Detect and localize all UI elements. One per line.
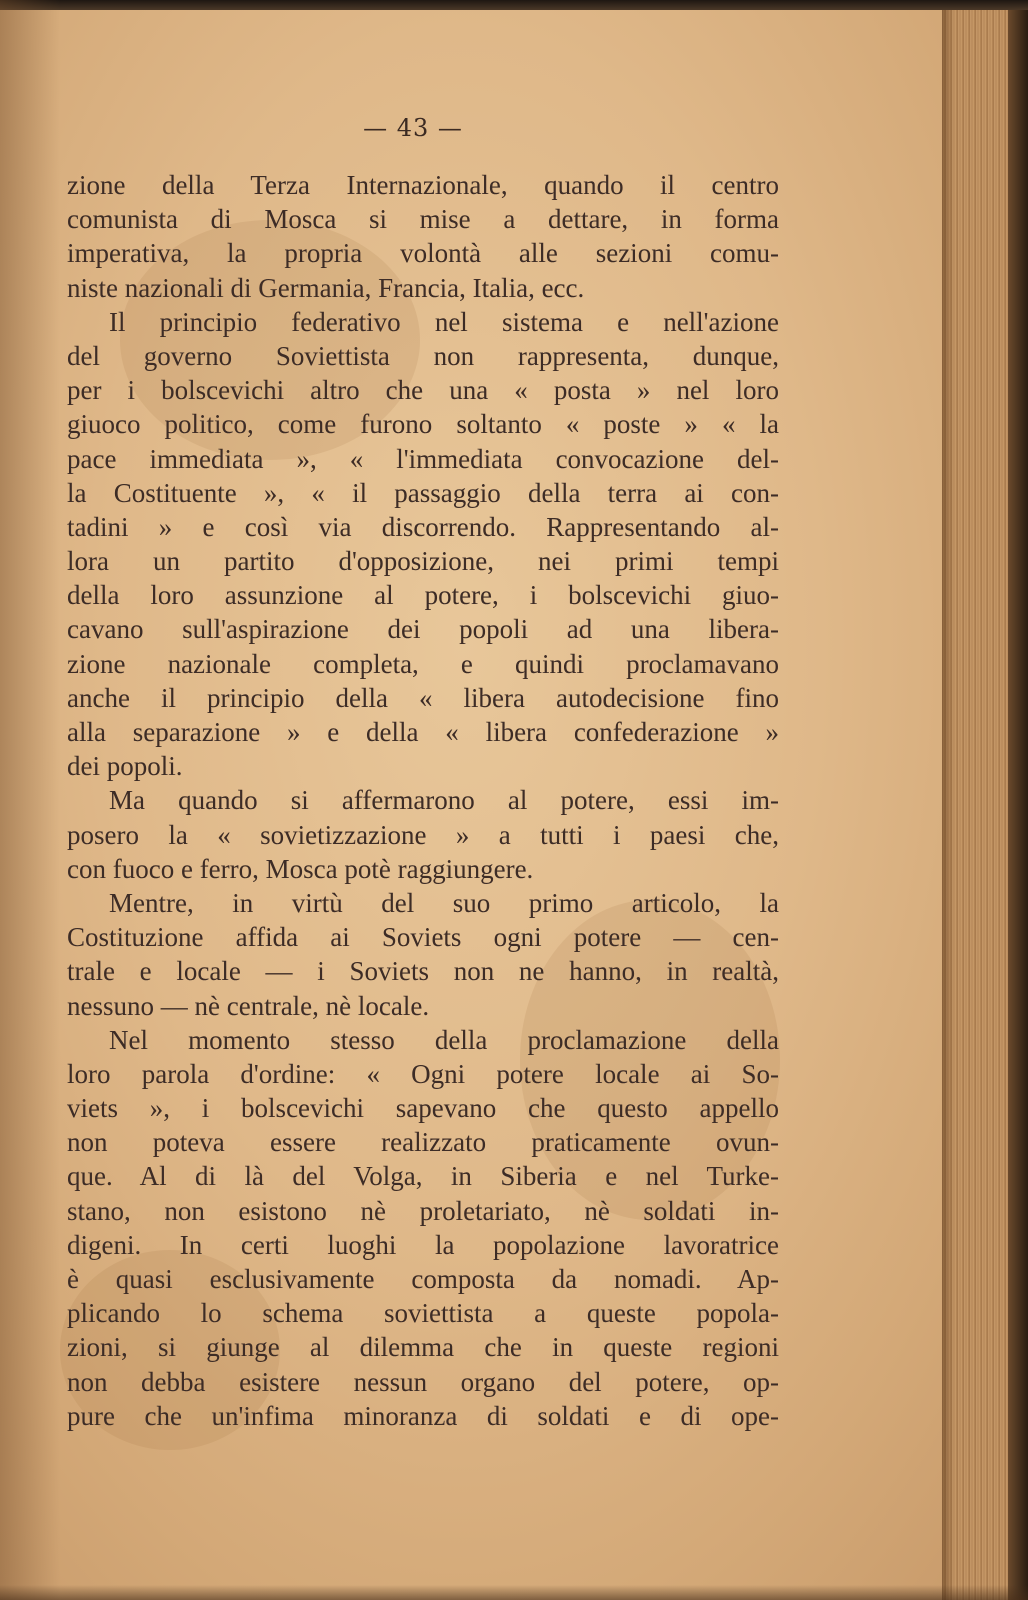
text-line: pace immediata », « l'immediata convocazione del- — [67, 443, 779, 474]
text-line: loro parola d'ordine: « Ogni potere locale ai So- — [67, 1058, 779, 1089]
text-line: non debba esistere nessun organo del potere, op- — [67, 1366, 779, 1397]
text-line: Costituzione affida ai Soviets ogni potere — cen- — [67, 922, 779, 953]
text-line: dei popoli. — [67, 751, 183, 782]
bottom-page-shadow — [0, 1585, 1028, 1600]
text-line: la Costituente », « il passaggio della terra ai con- — [67, 477, 779, 508]
body-text — [67, 168, 779, 1433]
text-line: Mentre, in virtù del suo primo articolo, la — [109, 887, 779, 918]
text-line: con fuoco e ferro, Mosca potè raggiungere. — [67, 853, 534, 884]
text-line: trale e locale — i Soviets non ne hanno, in realtà, — [67, 956, 779, 987]
text-line: posero la « sovietizzazione » a tutti i paesi che, — [67, 819, 779, 850]
binding-shadow — [1008, 10, 1028, 1600]
text-line: Il principio federativo nel sistema e nell'azione — [109, 306, 779, 337]
top-binding-edge — [0, 0, 1028, 10]
text-line: pure che un'infima minoranza di soldati e di ope- — [67, 1400, 779, 1431]
text-line: alla separazione » e della « libera confederazione » — [67, 717, 779, 747]
text-line: per i bolscevichi altro che una « posta » nel loro — [67, 375, 779, 406]
text-line: lora un partito d'opposizione, nei primi tempi — [67, 546, 779, 577]
text-line: zione nazionale completa, e quindi proclamavano — [67, 648, 779, 679]
text-line: que. Al di là del Volga, in Siberia e nel Turke- — [67, 1161, 779, 1192]
text-line: digeni. In certi luoghi la popolazione lavoratrice — [67, 1229, 779, 1260]
left-page-shadow — [0, 0, 60, 1600]
text-line: comunista di Mosca si mise a dettare, in forma — [67, 204, 779, 235]
text-line: Nel momento stesso della proclamazione della — [109, 1024, 779, 1055]
text-line: viets », i bolscevichi sapevano che questo appello — [67, 1093, 779, 1124]
text-line: non poteva essere realizzato praticamente ovun- — [67, 1127, 779, 1158]
page-number: — 43 — — [363, 114, 463, 142]
text-line: zione della Terza Internazionale, quando il centro — [67, 170, 779, 200]
text-line: niste nazionali di Germania, Francia, Italia, ecc. — [67, 272, 585, 303]
text-line: Ma quando si affermarono al potere, essi im- — [109, 785, 779, 816]
text-line: nessuno — nè centrale, nè locale. — [67, 990, 430, 1021]
text-line: zioni, si giunge al dilemma che in queste regioni — [67, 1332, 779, 1363]
text-line: tadini » e così via discorrendo. Rappresentando al- — [67, 511, 779, 542]
text-line: imperativa, la propria volontà alle sezioni comu- — [67, 238, 779, 269]
text-line: della loro assunzione al potere, i bolscevichi giuo- — [67, 580, 779, 611]
text-line: anche il principio della « libera autodecisione fino — [67, 682, 779, 713]
text-line: cavano sull'aspirazione dei popoli ad una libera- — [67, 614, 779, 645]
text-line: stano, non esistono nè proletariato, nè soldati in- — [67, 1195, 779, 1226]
text-line: plicando lo schema soviettista a queste popola- — [67, 1298, 779, 1329]
text-line: del governo Soviettista non rappresenta, dunque, — [67, 340, 779, 371]
text-line: è quasi esclusivamente composta da nomadi. Ap- — [67, 1264, 779, 1294]
text-line: giuoco politico, come furono soltanto « poste » « la — [67, 409, 779, 440]
